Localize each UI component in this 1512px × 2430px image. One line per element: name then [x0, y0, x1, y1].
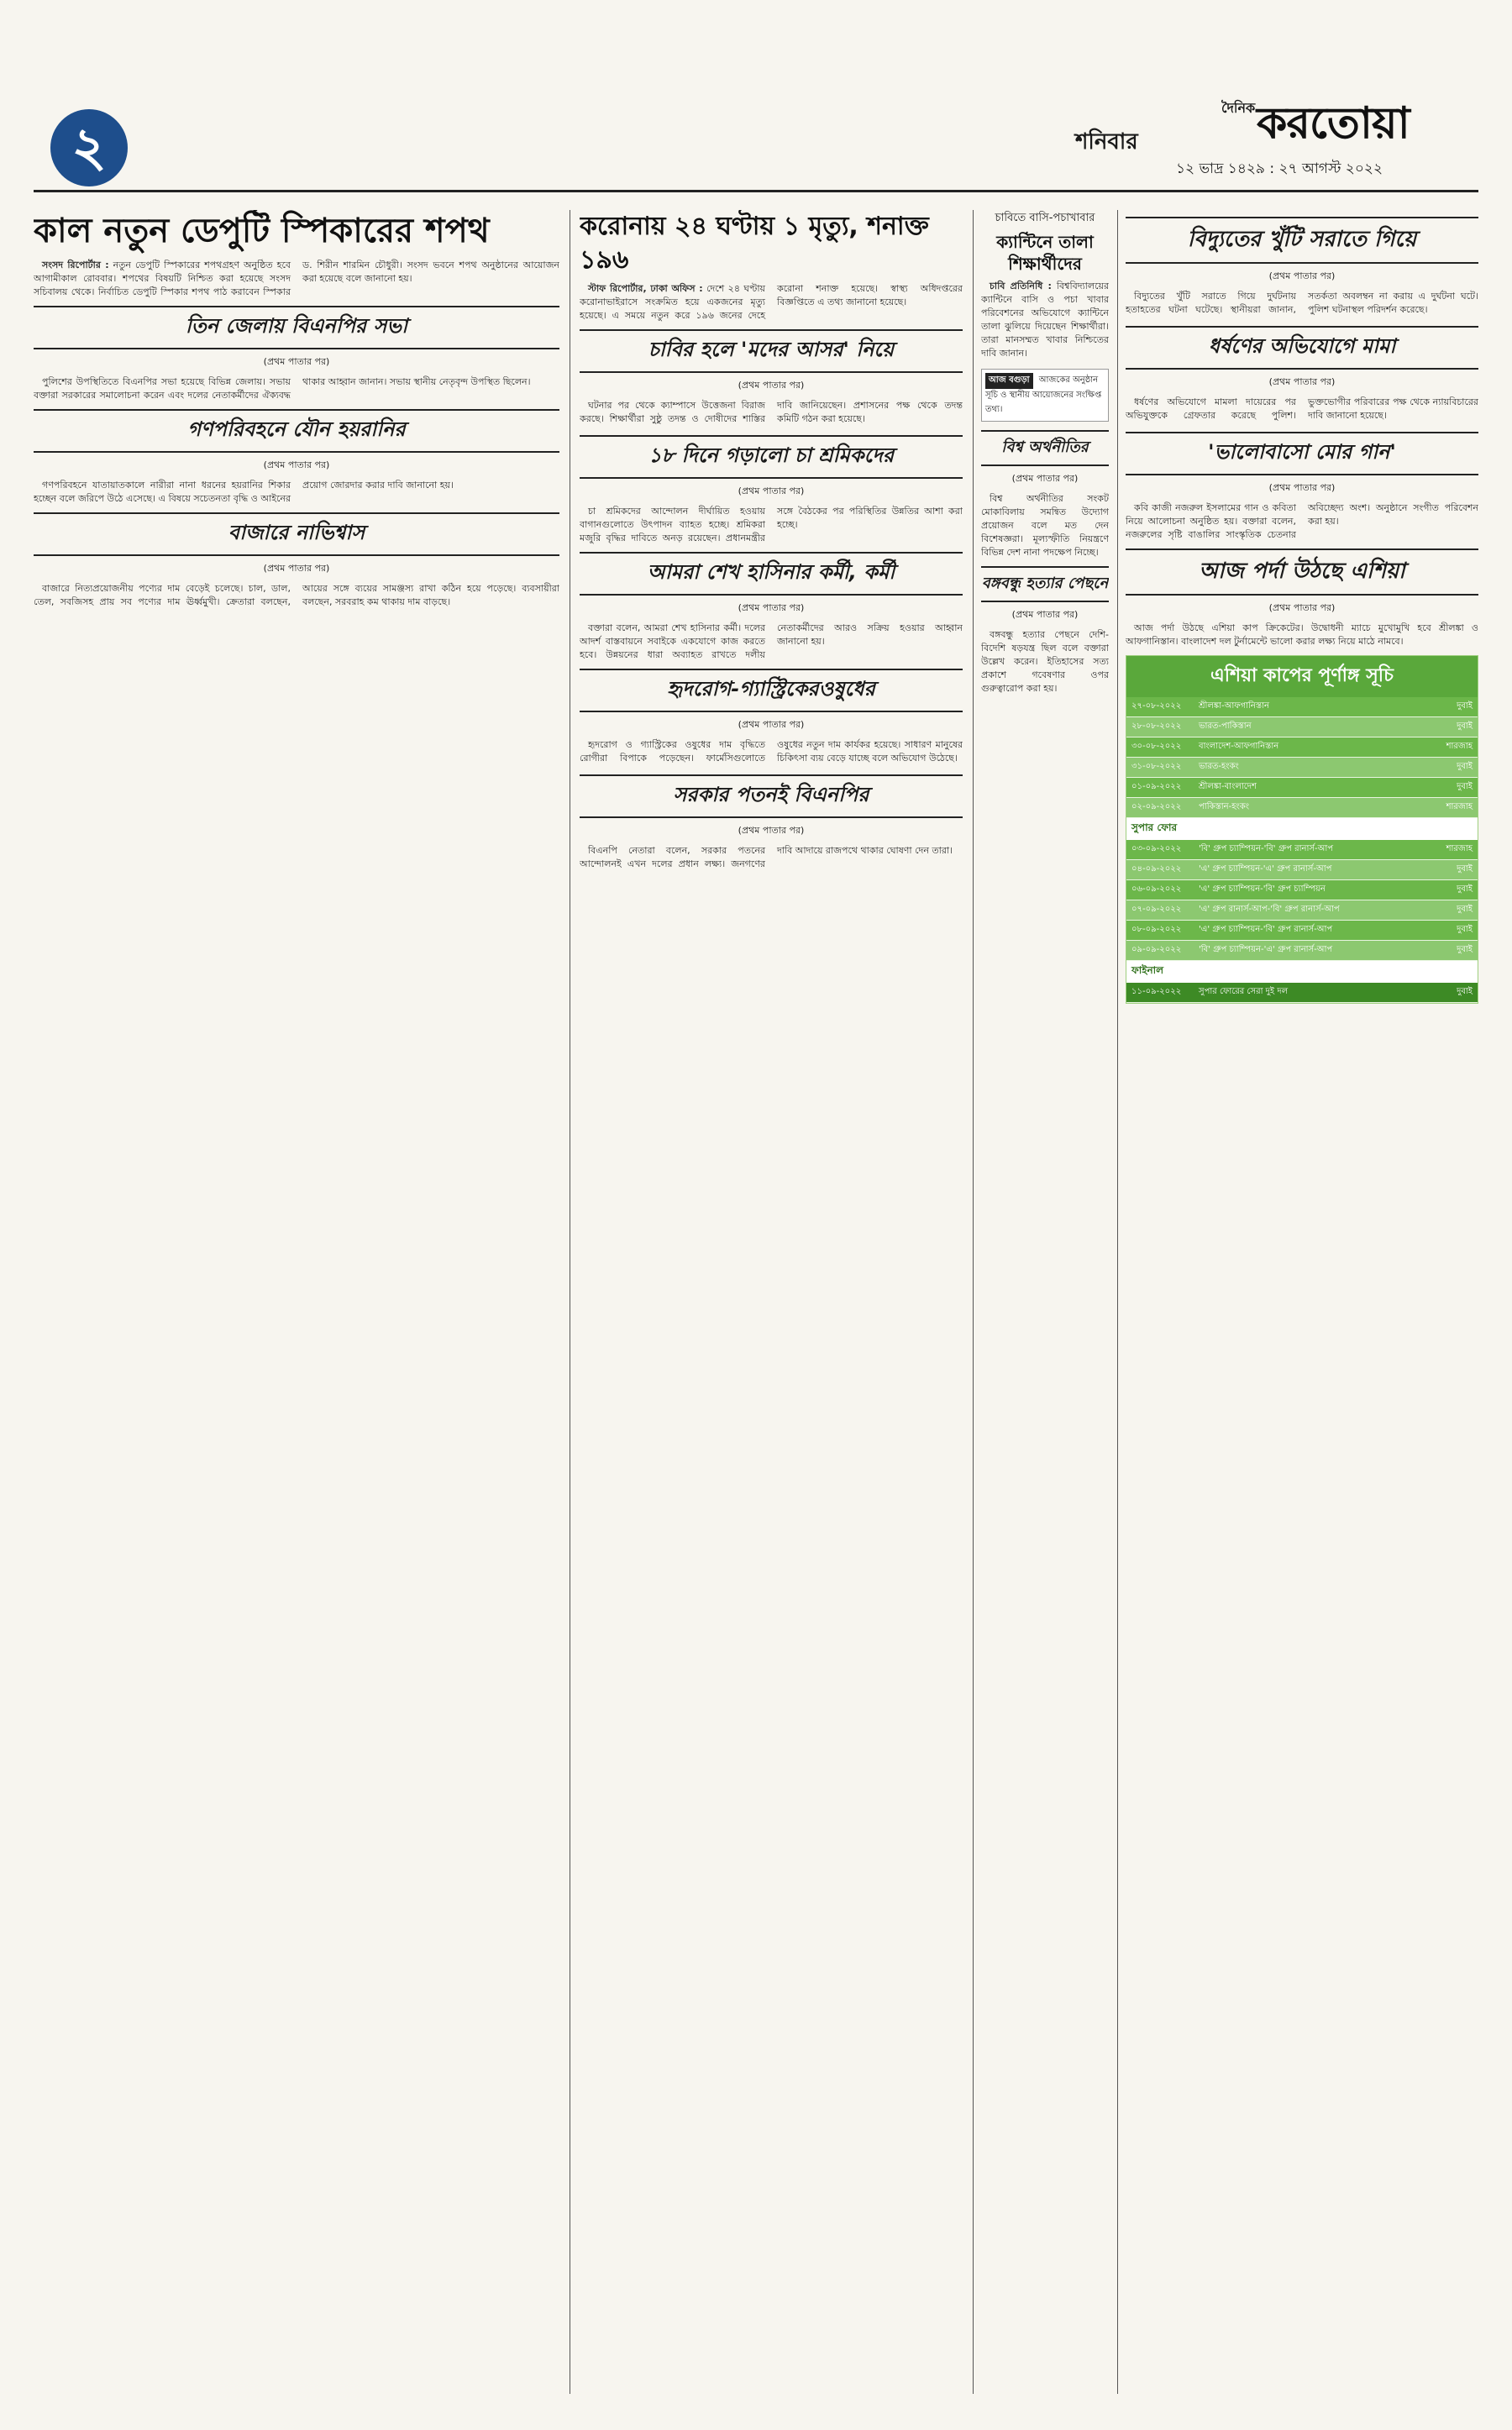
market-body: বাজারে নিত্যপ্রয়োজনীয় পণ্যের দাম বেড়েই চলেছে। চাল, ডাল, তেল, সবজিসহ প্রায় সব পণ্যের দাম ঊর্ধ্বমুখী। ক্রেতারা বলছেন, আয়ের সঙ্গে ব্যয়ের সামঞ্জস্য রাখা কঠিন হয়ে পড়েছে। ব্যবসায়ীরা বলছেন, সরবরাহ কম থাকায় দাম বাড়ছে। [34, 583, 559, 607]
schedule-date: ০৪-০৯-২০২২ [1131, 864, 1182, 874]
schedule-date: ০৬-০৯-২০২২ [1131, 884, 1182, 894]
transport-headline: গণপরিবহনে যৌন হয়রানির [34, 409, 559, 453]
schedule-super-four-label: সুপার ফোর [1126, 818, 1478, 840]
schedule-match: 'বি' গ্রুপ চ্যাম্পিয়ন-'বি' গ্রুপ রানার্স-আপ [1199, 844, 1334, 853]
lead-article [34, 259, 559, 299]
heart-cont: (প্রথম পাতার পর) [738, 719, 805, 730]
schedule-row [1126, 717, 1478, 737]
logo-title: করতোয়া [1257, 98, 1410, 149]
left-section [34, 210, 559, 2394]
lead-headline: কাল নতুন ডেপুটি স্পিকারের শপথ [34, 212, 490, 250]
schedule-row [1126, 941, 1478, 961]
bangabandhu-headline: বঙ্গবন্ধু হত্যার পেছনে [981, 566, 1109, 602]
corona-headline: করোনায় ২৪ ঘণ্টায় ১ মৃত্যু, শনাক্ত ১৯৬ [580, 212, 929, 275]
tea-article [580, 399, 963, 428]
electric-body: বিদ্যুতের খুঁটি সরাতে গিয়ে দুর্ঘটনায় হতাহতের ঘটনা ঘটেছে। স্থানীয়রা জানান, সতর্কতা অবলম্বন না করায় এ দুর্ঘটনা ঘটে। পুলিশ ঘটনাস্থল পরিদর্শন করেছে। [1126, 291, 1478, 315]
world-economy-article [981, 492, 1109, 559]
govt-fall-headline: সরকার পতনই বিএনপির [580, 774, 963, 818]
schedule-venue: দুবাই [1457, 864, 1473, 874]
love-cont: (প্রথম পাতার পর) [1268, 482, 1336, 493]
logo-prefix: দৈনিক [1221, 100, 1256, 116]
asia-article [1126, 622, 1478, 648]
tea-workers-article [580, 505, 963, 545]
schedule-row [1126, 921, 1478, 941]
asia-body: আজ পর্দা উঠছে এশিয়া কাপ ক্রিকেটের। উদ্বোধনী ম্যাচে মুখোমুখি হবে শ্রীলঙ্কা ও আফগানিস্তান। বাংলাদেশ দল টুর্নামেন্টে ভালো করার লক্ষ্য নিয়ে মাঠে নামবে। [1126, 622, 1478, 647]
market-headline: বাজারে নাভিশ্বাস [34, 512, 559, 556]
schedule-match: 'এ' গ্রুপ রানার্স-আপ-'বি' গ্রুপ রানার্স-আপ [1199, 905, 1340, 914]
schedule-venue: দুবাই [1457, 925, 1473, 934]
schedule-match: সুপার ফোরের সেরা দুই দল [1199, 987, 1289, 996]
asia-cont: (প্রথম পাতার পর) [1268, 602, 1336, 613]
rape-body: ধর্ষণের অভিযোগে মামলা দায়েরের পর অভিযুক্তকে গ্রেফতার করেছে পুলিশ। ভুক্তভোগীর পরিবারের পক্ষ থেকে ন্যায়বিচারের দাবি জানানো হয়েছে। [1126, 396, 1478, 421]
schedule-venue: দুবাই [1457, 722, 1473, 731]
schedule-venue: দুবাই [1457, 945, 1473, 954]
rape-headline: ধর্ষণের অভিযোগে মামা [1126, 326, 1478, 370]
asia-headline: আজ পর্দা উঠছে এশিয়া [1126, 548, 1478, 596]
tea-workers-headline: ১৮ দিনে গড়ালো চা শ্রমিকদের [580, 435, 963, 479]
bnp-meeting-headline: তিন জেলায় বিএনপির সভা [34, 306, 559, 349]
schedule-match: পাকিস্তান-হংকং [1199, 802, 1250, 811]
bangabandhu-body: বঙ্গবন্ধু হত্যার পেছনে দেশি-বিদেশি ষড়যন্ত্র ছিল বলে বক্তারা উল্লেখ করেন। ইতিহাসের সত্য প্রকাশে গবেষণার ওপর গুরুত্বারোপ করা হয়। [981, 629, 1109, 694]
transport-cont: (প্রথম পাতার পর) [263, 459, 330, 470]
govt-fall-cont: (প্রথম পাতার পর) [738, 825, 805, 836]
bnp-meeting-body: পুলিশের উপস্থিতিতে বিএনপির সভা হয়েছে বিভিন্ন জেলায়। সভায় বক্তারা সরকারের সমালোচনা করেন এবং দলের নেতাকর্মীদের ঐক্যবদ্ধ থাকার আহ্বান জানান। সভায় স্থানীয় নেতৃবৃন্দ উপস্থিত ছিলেন। [34, 376, 531, 401]
corona-body: দেশে ২৪ ঘণ্টায় করোনাভাইরাসে সংক্রমিত হয়ে একজনের মৃত্যু হয়েছে। এ সময়ে নতুন করে ১৯৬ জনের দেহে করোনা শনাক্ত হয়েছে। স্বাস্থ্য অধিদপ্তরের বিজ্ঞপ্তিতে এ তথ্য জানানো হয়েছে। [580, 283, 963, 321]
masthead-rule [34, 190, 1478, 192]
schedule-venue: দুবাই [1457, 701, 1473, 711]
schedule-match: 'এ' গ্রুপ চ্যাম্পিয়ন-'বি' গ্রুপ চ্যাম্পিয়ন [1199, 884, 1326, 894]
column-divider [973, 210, 974, 2394]
tea-body: ঘটনার পর থেকে ক্যাম্পাসে উত্তেজনা বিরাজ করছে। শিক্ষার্থীরা সুষ্ঠু তদন্ত ও দোষীদের শাস্তির দাবি জানিয়েছেন। প্রশাসনের পক্ষ থেকে তদন্ত কমিটি গঠন করা হয়েছে। [580, 400, 963, 424]
schedule-venue: শারজাহ [1446, 742, 1473, 751]
schedule-super-four-rows [1126, 840, 1478, 961]
schedule-row [1126, 737, 1478, 758]
schedule-date: ০৩-০৯-২০২২ [1131, 844, 1182, 853]
schedule-row [1126, 697, 1478, 717]
schedule-match: 'বি' গ্রুপ চ্যাম্পিয়ন-'এ' গ্রুপ রানার্স-আপ [1199, 945, 1333, 954]
hasina-headline: আমরা শেখ হাসিনার কর্মী, কর্মী [580, 552, 963, 596]
electric-cont: (প্রথম পাতার পর) [1268, 270, 1336, 281]
schedule-date: ২৮-০৮-২০২২ [1131, 722, 1182, 731]
schedule-date: ১১-০৯-২০২২ [1131, 987, 1182, 996]
schedule-venue: দুবাই [1457, 987, 1473, 996]
ad-badge: আজ বগুড়া [985, 373, 1033, 389]
world-economy-cont: (প্রথম পাতার পর) [1011, 473, 1079, 484]
schedule-row [1126, 758, 1478, 778]
schedule-match: শ্রীলঙ্কা-বাংলাদেশ [1199, 782, 1257, 791]
schedule-date: ০৯-০৯-২০২২ [1131, 945, 1182, 954]
schedule-row [1126, 778, 1478, 798]
market-cont: (প্রথম পাতার পর) [263, 563, 330, 574]
transport-article [34, 479, 559, 506]
middle-section [580, 210, 963, 2394]
newspaper-logo [1210, 84, 1478, 151]
page-number-badge: ২ [50, 109, 128, 186]
newspaper-page [34, 25, 1478, 2411]
electric-headline: বিদ্যুতের খুঁটি সরাতে গিয়ে [1126, 217, 1478, 264]
narrow-section [981, 210, 1109, 2394]
schedule-row [1126, 798, 1478, 818]
schedule-date: ০৮-০৯-২০২২ [1131, 925, 1182, 934]
heart-headline: হৃদরোগ-গ্যাস্ট্রিকেরওষুধের [580, 669, 963, 712]
right-section [1126, 210, 1478, 2394]
schedule-final-row [1126, 983, 1478, 1003]
love-body: কবি কাজী নজরুল ইসলামের গান ও কবিতা নিয়ে আলোচনা অনুষ্ঠিত হয়। বক্তারা বলেন, নজরুলের সৃষ্টি বাঙালির সাংস্কৃতিক চেতনার অবিচ্ছেদ্য অংশ। অনুষ্ঠানে সংগীত পরিবেশন করা হয়। [1126, 502, 1478, 540]
schedule-title: এশিয়া কাপের পূর্ণাঙ্গ সূচি [1126, 656, 1478, 697]
transport-body: গণপরিবহনে যাতায়াতকালে নারীরা নানা ধরনের হয়রানির শিকার হচ্ছেন বলে জরিপে উঠে এসেছে। এ বিষয়ে সচেতনতা বৃদ্ধি ও আইনের প্রয়োগ জোরদার করার দাবি জানানো হয়। [34, 480, 454, 504]
tea-cont: (প্রথম পাতার পর) [738, 380, 805, 391]
schedule-row [1126, 900, 1478, 921]
masthead [34, 25, 1478, 179]
schedule-date: ৩০-০৮-২০২২ [1131, 742, 1182, 751]
heart-body: হৃদরোগ ও গ্যাস্ট্রিকের ওষুধের দাম বৃদ্ধিতে রোগীরা বিপাকে পড়েছেন। ফার্মেসিগুলোতে ওষুধের নতুন দাম কার্যকর হয়েছে। সাধারণ মানুষের চিকিৎসা ব্যয় বেড়ে যাচ্ছে বলে অভিযোগ উঠেছে। [580, 739, 963, 764]
schedule-venue: শারজাহ [1446, 802, 1473, 811]
love-article [1126, 501, 1478, 542]
ad-box [981, 369, 1109, 422]
corona-dateline: স্টাফ রিপোর্টার, ঢাকা অফিস : [588, 283, 703, 294]
hasina-body: বক্তারা বলেন, আমরা শেখ হাসিনার কর্মী। দলের আদর্শ বাস্তবায়নে সবাইকে একযোগে কাজ করতে হবে। উন্নয়নের ধারা অব্যাহত রাখতে দলীয় নেতাকর্মীদের আরও সক্রিয় হওয়ার আহ্বান জানানো হয়। [580, 622, 963, 660]
bangabandhu-article [981, 628, 1109, 695]
schedule-match: 'এ' গ্রুপ চ্যাম্পিয়ন-'বি' গ্রুপ রানার্স-আপ [1199, 925, 1333, 934]
schedule-match: বাংলাদেশ-আফগানিস্তান [1199, 742, 1279, 751]
rape-article [1126, 396, 1478, 425]
schedule-date: ৩১-০৮-২০২২ [1131, 762, 1182, 771]
hasina-cont: (প্রথম পাতার পর) [738, 602, 805, 613]
rape-cont: (প্রথম পাতার পর) [1268, 376, 1336, 387]
canteen-article [981, 280, 1109, 360]
heart-article [580, 738, 963, 768]
lead-dateline: সংসদ রিপোর্টার : [42, 260, 109, 270]
govt-fall-article [580, 844, 963, 871]
asia-cup-schedule [1126, 655, 1478, 1004]
schedule-venue: দুবাই [1457, 762, 1473, 771]
canteen-dateline: চাবি প্রতিনিধি : [990, 281, 1052, 291]
world-economy-headline: বিশ্ব অর্থনীতির [981, 430, 1109, 466]
schedule-match: ভারত-পাকিস্তান [1199, 722, 1252, 731]
schedule-venue: দুবাই [1457, 905, 1473, 914]
corona-article [580, 282, 963, 323]
schedule-date: ২৭-০৮-২০২২ [1131, 701, 1182, 711]
schedule-venue: দুবাই [1457, 884, 1473, 894]
schedule-date: ০৭-০৯-২০২২ [1131, 905, 1182, 914]
masthead-day: শনিবার [1075, 129, 1138, 155]
tea-headline: চাবির হলে 'মদের আসর' নিয়ে [580, 329, 963, 373]
schedule-match: শ্রীলঙ্কা-আফগানিস্তান [1199, 701, 1269, 711]
canteen-body: বিশ্ববিদ্যালয়ের ক্যান্টিনে বাসি ও পচা খাবার পরিবেশনের অভিযোগে ক্যান্টিনে তালা ঝুলিয়ে দিয়েছেন শিক্ষার্থীরা। তারা মানসম্মত খাবার নিশ্চিতের দাবি জানান। [981, 281, 1109, 359]
schedule-row [1126, 860, 1478, 880]
canteen-kicker: চাবিতে বাসি-পচাখাবার [995, 212, 1095, 224]
lead-body: নতুন ডেপুটি স্পিকারের শপথগ্রহণ অনুষ্ঠিত হবে আগামীকাল রোববার। শপথের বিষয়টি নিশ্চিত করা হয়েছে সংসদ সচিবালয় থেকে। নির্বাচিত ডেপুটি স্পিকার শপথ পাঠ করাবেন স্পিকার ড. শিরীন শারমিন চৌধুরী। সংসদ ভবনে শপথ অনুষ্ঠানের আয়োজন করা হয়েছে বলে জানানো হয়। [34, 260, 559, 297]
schedule-venue: দুবাই [1457, 782, 1473, 791]
bnp-meeting-cont: (প্রথম পাতার পর) [263, 356, 330, 367]
schedule-final-label: ফাইনাল [1126, 961, 1478, 983]
govt-fall-body: বিএনপি নেতারা বলেন, সরকার পতনের আন্দোলনই এখন দলের প্রধান লক্ষ্য। জনগণের দাবি আদায়ে রাজপথে থাকার ঘোষণা দেন তারা। [580, 845, 953, 869]
tea-workers-cont: (প্রথম পাতার পর) [738, 485, 805, 496]
schedule-match: 'এ' গ্রুপ চ্যাম্পিয়ন-'এ' গ্রুপ রানার্স-আপ [1199, 864, 1332, 874]
schedule-date: ০২-০৯-২০২২ [1131, 802, 1182, 811]
schedule-match: ভারত-হংকং [1199, 762, 1239, 771]
hasina-article [580, 622, 963, 662]
schedule-venue: শারজাহ [1446, 844, 1473, 853]
bnp-meeting-article [34, 375, 559, 402]
schedule-group-rows [1126, 697, 1478, 818]
column-divider [1117, 210, 1118, 2394]
electric-article [1126, 290, 1478, 319]
masthead-date: ১২ ভাদ্র ১৪২৯ : ২৭ আগস্ট ২০২২ [1176, 160, 1383, 177]
canteen-headline: ক্যান্টিনে তালা শিক্ষার্থীদের [996, 232, 1094, 274]
schedule-row [1126, 880, 1478, 900]
market-article [34, 582, 559, 611]
bangabandhu-cont: (প্রথম পাতার পর) [1011, 609, 1079, 620]
ad-text: আজকের অনুষ্ঠান সূচি ও স্থানীয় আয়োজনের সংক্ষিপ্ত তথ্য। [985, 375, 1102, 414]
tea-workers-body: চা শ্রমিকদের আন্দোলন দীর্ঘায়িত হওয়ায় বাগানগুলোতে উৎপাদন ব্যাহত হচ্ছে। শ্রমিকরা মজুরি বৃদ্ধির দাবিতে অনড় রয়েছেন। প্রধানমন্ত্রীর সঙ্গে বৈঠকের পর পরিস্থিতির উন্নতির আশা করা হচ্ছে। [580, 506, 963, 543]
schedule-date: ০১-০৯-২০২২ [1131, 782, 1182, 791]
love-headline: 'ভালোবাসো মোর গান' [1126, 432, 1478, 475]
world-economy-body: বিশ্ব অর্থনীতির সংকট মোকাবিলায় সমন্বিত উদ্যোগ প্রয়োজন বলে মত দেন বিশেষজ্ঞরা। মূল্যস্ফীতি নিয়ন্ত্রণে বিভিন্ন দেশ নানা পদক্ষেপ নিচ্ছে। [981, 493, 1109, 558]
schedule-row [1126, 840, 1478, 860]
